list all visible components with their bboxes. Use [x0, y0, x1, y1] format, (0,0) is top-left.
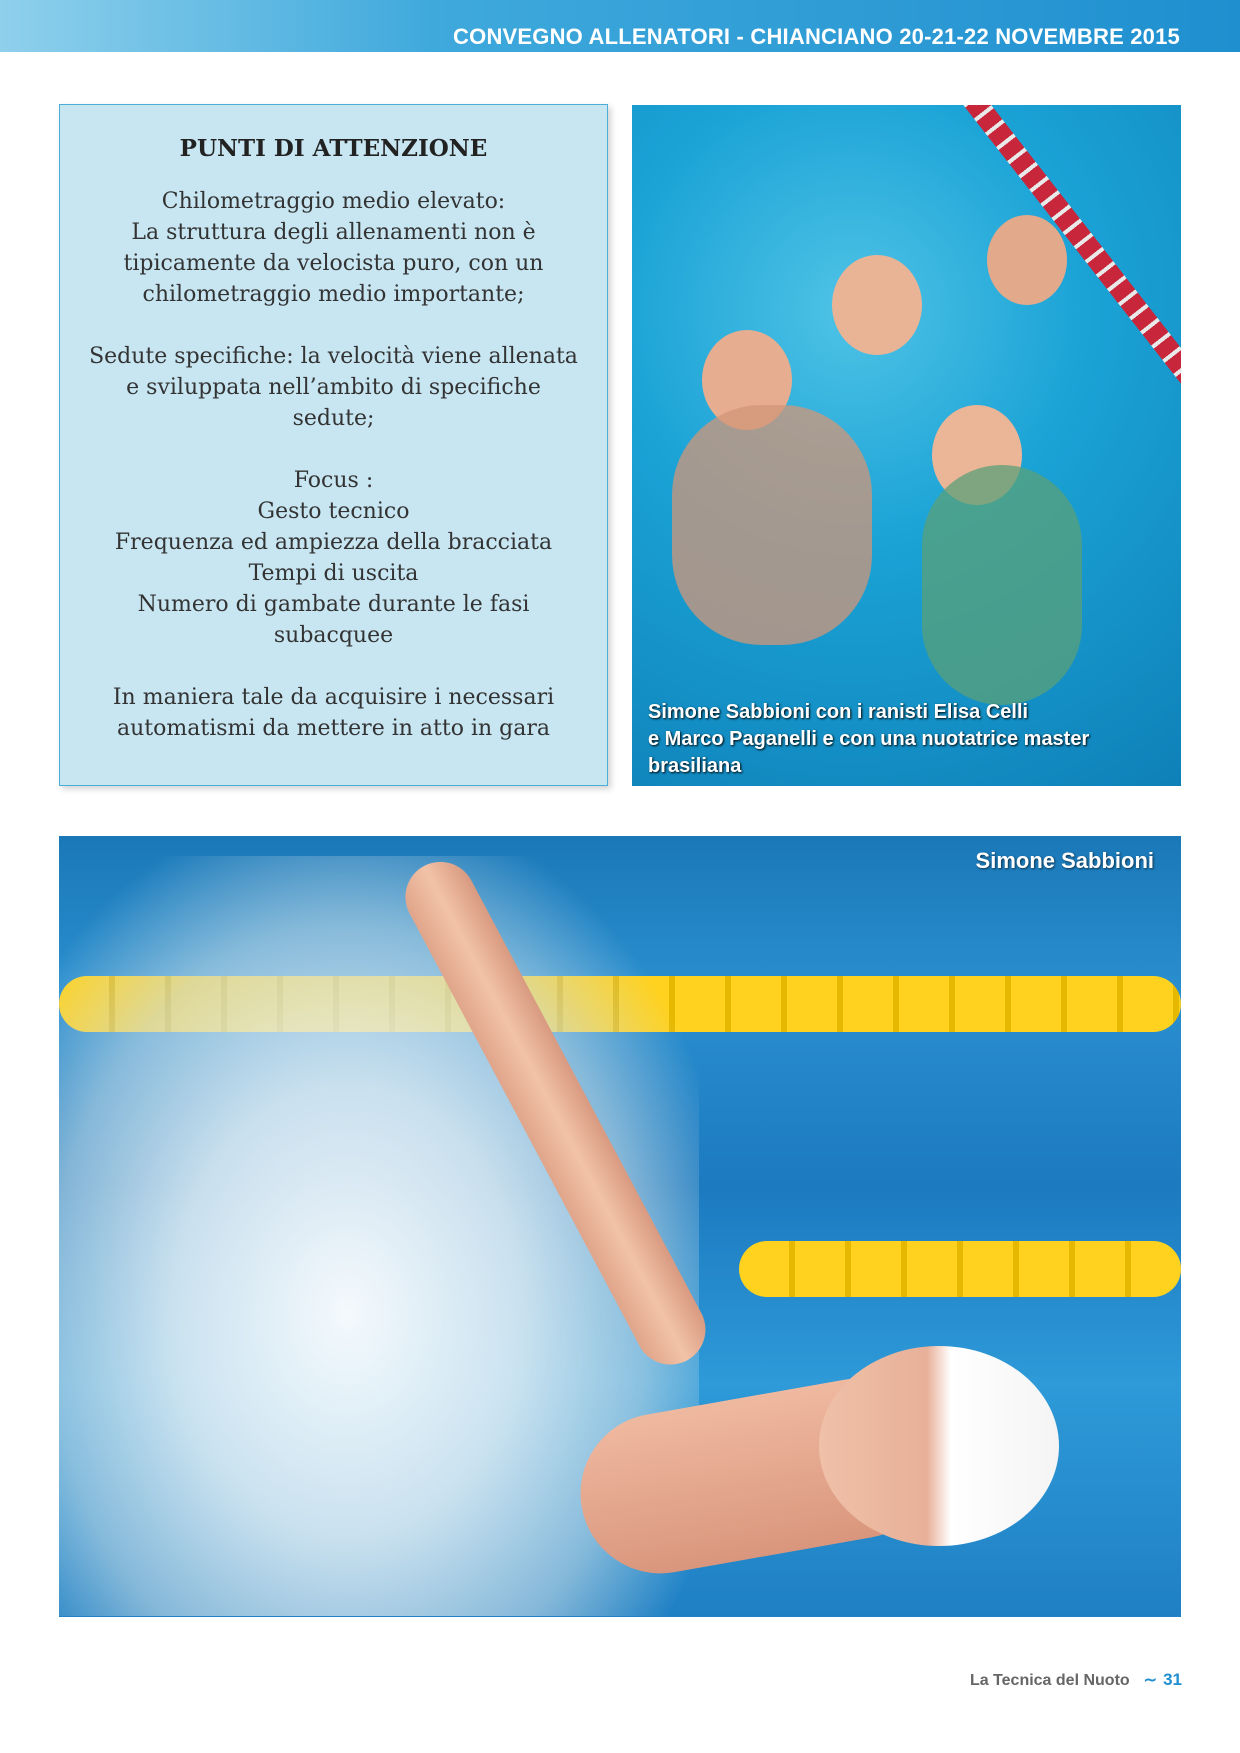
swimmer-head: [987, 215, 1067, 305]
header-bar: [0, 0, 1240, 52]
attention-line: Frequenza ed ampiezza della bracciata: [114, 530, 553, 555]
attention-line: Focus :: [293, 468, 374, 493]
swimmer-body: [922, 465, 1082, 705]
attention-line: La struttura degli allenamenti non è: [131, 220, 536, 245]
page-footer: [970, 1670, 1182, 1690]
attention-line: Tempi di uscita: [248, 561, 419, 586]
swimmer-body: [672, 405, 872, 645]
group-photo: [632, 105, 1181, 786]
attention-line: e sviluppata nell’ambito di specifiche: [126, 375, 541, 400]
caption-line: Simone Sabbioni con i ranisti Elisa Celli: [648, 701, 1029, 723]
attention-paragraph: [78, 341, 589, 434]
backstroke-photo: [59, 836, 1181, 1617]
wave-icon: ∼: [1143, 1672, 1158, 1689]
attention-line: automatismi da mettere in atto in gara: [117, 716, 550, 741]
attention-box: [59, 104, 608, 786]
attention-line: Gesto tecnico: [257, 499, 410, 524]
attention-title: PUNTI DI ATTENZIONE: [179, 135, 488, 162]
attention-line: Sedute specifiche: la velocità viene allenata: [89, 344, 578, 369]
caption-line: e Marco Paganelli e con una nuotatrice master: [648, 728, 1090, 750]
attention-paragraph: [78, 465, 589, 651]
page-number: 31: [1163, 1670, 1182, 1689]
swimmer-head: [832, 255, 922, 355]
attention-paragraph: [78, 682, 589, 744]
attention-line: subacquee: [273, 623, 394, 648]
caption-line: brasiliana: [648, 755, 742, 777]
attention-line: tipicamente da velocista puro, con un: [123, 251, 544, 276]
backstroke-photo-caption: Simone Sabbioni: [975, 848, 1154, 873]
attention-paragraph: [78, 186, 589, 310]
lane-rope: [739, 1241, 1181, 1297]
attention-line: Chilometraggio medio elevato:: [161, 189, 506, 214]
magazine-name: La Tecnica del Nuoto: [969, 1672, 1130, 1689]
attention-body: [60, 186, 607, 744]
attention-line: chilometraggio medio importante;: [142, 282, 525, 307]
attention-line: In maniera tale da acquisire i necessari: [112, 685, 555, 710]
attention-line: sedute;: [292, 406, 375, 431]
header-title: CONVEGNO ALLENATORI - CHIANCIANO 20-21-22 NOVEMBRE 2015: [453, 24, 1180, 49]
attention-line: Numero di gambate durante le fasi: [137, 592, 530, 617]
swimmer-head: [819, 1346, 1059, 1546]
group-photo-caption: [648, 699, 1089, 780]
